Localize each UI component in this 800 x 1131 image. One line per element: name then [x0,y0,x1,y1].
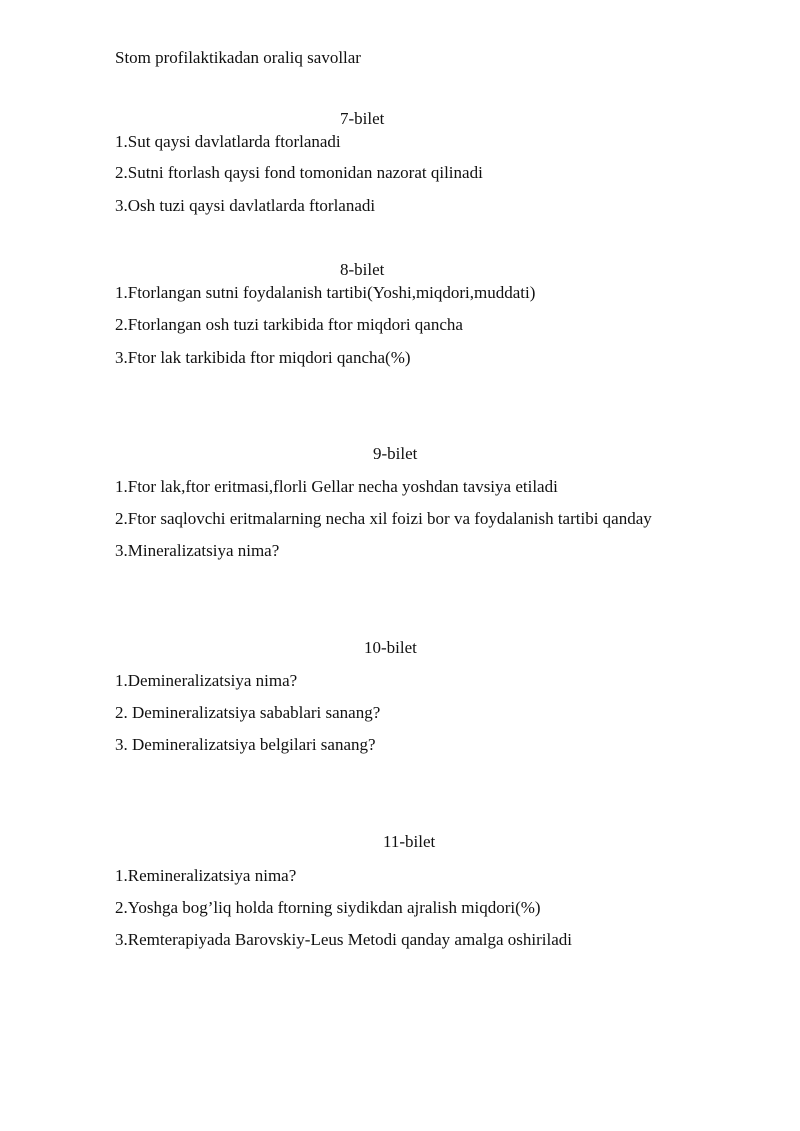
document-title: Stom profilaktikadan oraliq savollar [115,48,361,67]
ticket-11-question-1: 1.Remineralizatsiya nima? [115,866,297,885]
ticket-9-question-3: 3.Mineralizatsiya nima? [115,541,280,560]
ticket-10-question-2: 2. Demineralizatsiya sabablari sanang? [115,703,381,722]
ticket-10-question-1: 1.Demineralizatsiya nima? [115,671,298,690]
ticket-8-question-3: 3.Ftor lak tarkibida ftor miqdori qancha(%) [115,348,411,367]
ticket-7-question-2: 2.Sutni ftorlash qaysi fond tomonidan nazorat qilinadi [115,163,483,182]
ticket-9-question-2: 2.Ftor saqlovchi eritmalarning necha xil foizi bor va foydalanish tartibi qanday [115,509,652,528]
ticket-8-question-1: 1.Ftorlangan sutni foydalanish tartibi(Yoshi,miqdori,muddati) [115,283,536,302]
ticket-7-question-1: 1.Sut qaysi davlatlarda ftorlanadi [115,132,341,151]
ticket-10-heading: 10-bilet [364,638,417,657]
ticket-8-heading: 8-bilet [340,260,385,279]
ticket-9-heading: 9-bilet [373,444,418,463]
ticket-7-heading: 7-bilet [340,109,385,128]
ticket-7-question-3: 3.Osh tuzi qaysi davlatlarda ftorlanadi [115,196,376,215]
ticket-11-question-3: 3.Remterapiyada Barovskiy-Leus Metodi qanday amalga oshiriladi [115,930,572,949]
ticket-11-question-2: 2.Yoshga bog’liq holda ftorning siydikdan ajralish miqdori(%) [115,898,541,917]
ticket-9-question-1: 1.Ftor lak,ftor eritmasi,florli Gellar necha yoshdan tavsiya etiladi [115,477,558,496]
ticket-10-question-3: 3. Demineralizatsiya belgilari sanang? [115,735,376,754]
ticket-11-heading: 11-bilet [383,832,436,851]
ticket-8-question-2: 2.Ftorlangan osh tuzi tarkibida ftor miqdori qancha [115,315,463,334]
